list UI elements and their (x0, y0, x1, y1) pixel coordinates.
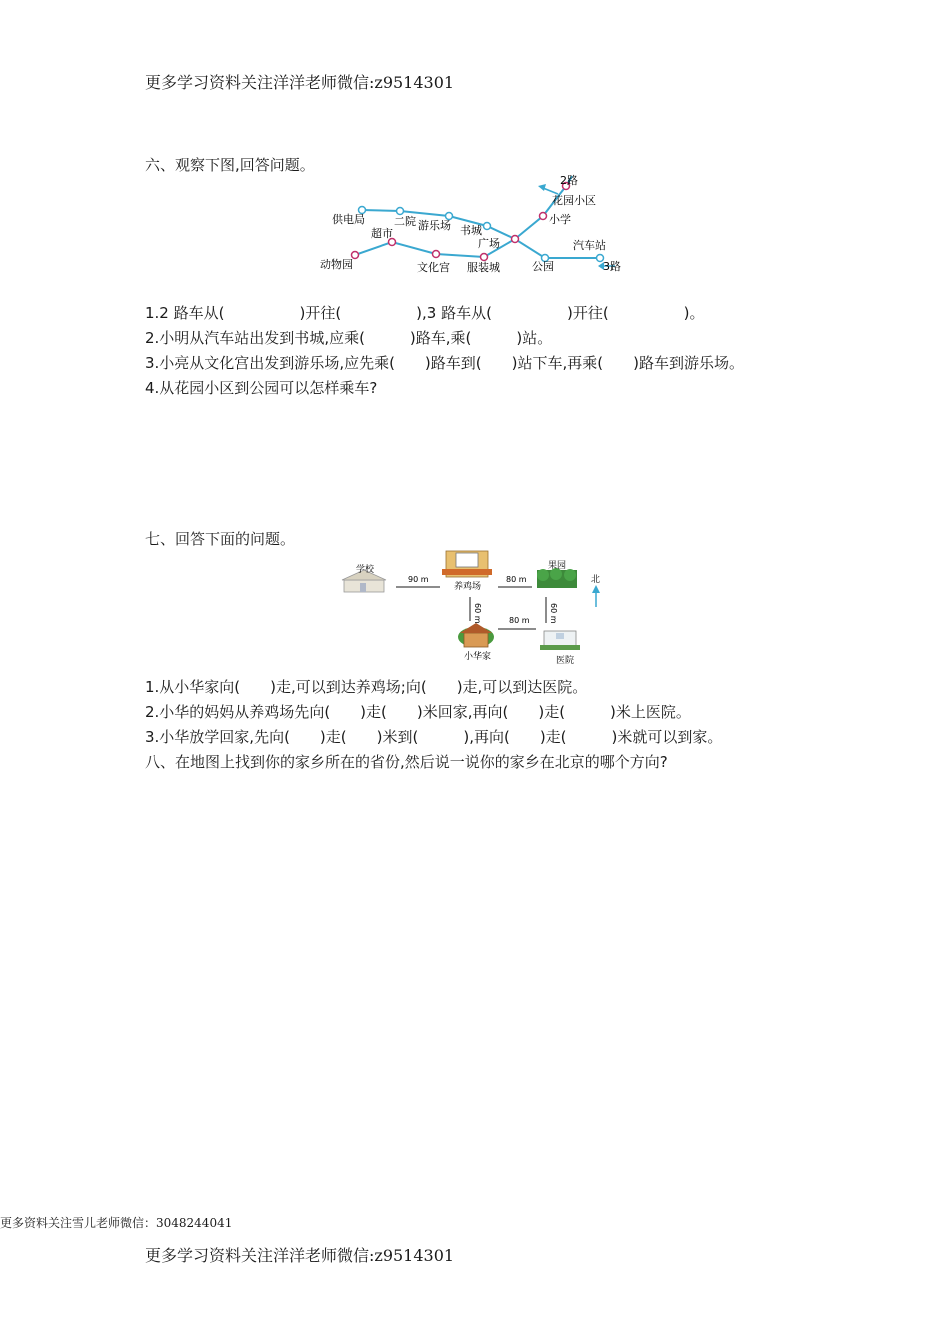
label-school: 学校 (356, 565, 375, 575)
dist-farm-orchard: 80 m (506, 575, 527, 584)
label-culture: 文化宫 (417, 261, 450, 274)
s6-question-1: 1.2 路车从( )开往( ),3 路车从( )开往( )。 (145, 304, 705, 322)
page-footer: 更多学习资料关注洋洋老师微信:z9514301 (145, 1246, 455, 1265)
label-station: 汽车站 (573, 239, 606, 252)
footer-note: 更多资料关注雪儿老师微信：3048244041 (0, 1216, 233, 1230)
label-amusement: 游乐场 (418, 219, 451, 232)
label-garden: 花园小区 (552, 194, 596, 207)
orchard-trees (537, 568, 577, 588)
section7-title: 七、回答下面的问题。 (145, 530, 296, 548)
hospital-building (540, 631, 580, 650)
dist-home-hospital: 80 m (509, 616, 530, 625)
label-clothing: 服装城 (467, 261, 500, 274)
label-route2: 2路 (560, 174, 578, 187)
chicken-farm-building (442, 551, 492, 577)
label-square: 广场 (478, 237, 500, 250)
dist-orchard-hospital: 60 m (549, 603, 558, 624)
s6-question-4: 4.从花园小区到公园可以怎样乘车? (145, 379, 378, 397)
neighborhood-map (330, 545, 620, 670)
section6-title: 六、观察下图,回答问题。 (145, 156, 315, 174)
s6-question-3: 3.小亮从文化宫出发到游乐场,应先乘( )路车到( )站下车,再乘( )路车到游乐场。 (145, 354, 744, 372)
bus-route-map (310, 170, 640, 280)
s7-question-2: 2.小华的妈妈从养鸡场先向( )走( )米回家,再向( )走( )米上医院。 (145, 703, 691, 721)
home-building (458, 623, 494, 647)
label-power: 供电局 (332, 213, 365, 226)
stop-bookcity (484, 223, 491, 230)
stop-clothing (481, 254, 488, 261)
label-school: 小学 (549, 213, 571, 226)
dist-farm-home: 60 m (473, 603, 482, 624)
page-header: 更多学习资料关注洋洋老师微信:z9514301 (145, 73, 455, 92)
dist-school-farm: 90 m (408, 575, 429, 584)
label-hospital: 医院 (556, 656, 575, 666)
label-bookcity: 书城 (460, 224, 482, 237)
stop-hospital2 (397, 208, 404, 215)
label-park: 公园 (532, 260, 554, 273)
stop-school (540, 213, 547, 220)
section8-title: 八、在地图上找到你的家乡所在的省份,然后说一说你的家乡在北京的哪个方向? (145, 753, 668, 771)
s7-question-3: 3.小华放学回家,先向( )走( )米到( ),再向( )走( )米就可以到家。 (145, 728, 723, 746)
label-supermarket: 超市 (371, 227, 393, 240)
label-route3: 3路 (603, 260, 621, 273)
label-home: 小华家 (464, 652, 492, 662)
s6-question-2: 2.小明从汽车站出发到书城,应乘( )路车,乘( )站。 (145, 329, 553, 347)
label-north: 北 (591, 575, 601, 585)
stop-culture (433, 251, 440, 258)
label-zoo: 动物园 (320, 258, 353, 271)
label-orchard: 果园 (548, 561, 567, 571)
label-chicken-farm: 养鸡场 (454, 582, 482, 592)
s7-question-1: 1.从小华家向( )走,可以到达养鸡场;向( )走,可以到达医院。 (145, 678, 588, 696)
stop-square (512, 236, 519, 243)
label-hospital2: 二院 (394, 215, 416, 228)
